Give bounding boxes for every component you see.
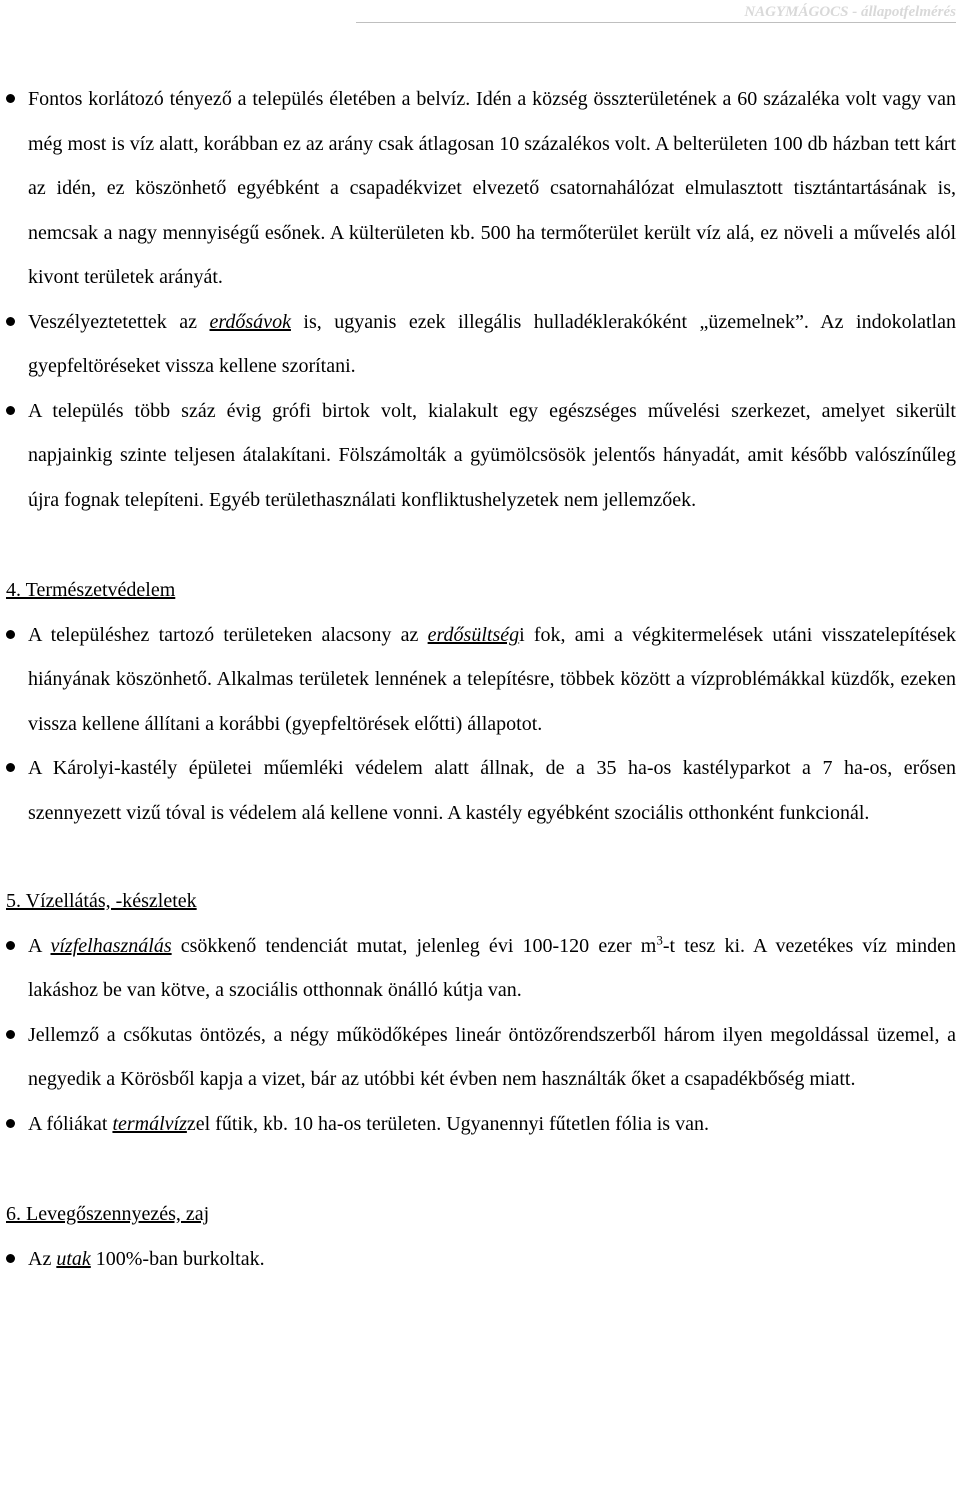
list-item xyxy=(0,1237,960,1282)
keyword: utak xyxy=(56,1247,91,1270)
paragraph-text: A település több száz évig grófi birtok volt, kialakult egy egészséges művelési szerkezet, amelyet sikerült napjainkig szinte teljesen átalakítani. Fölszámolták a gyümölcsösök jelentős hányadát, amit később valószínűleg újra fognak telepíteni. Egyéb területhasználati konfliktushelyzetek nem jellemzőek. xyxy=(28,399,956,511)
list-item xyxy=(0,746,960,835)
list-item xyxy=(0,77,960,300)
paragraph-text: is, ugyanis ezek illegális hulladéklerakóként „üzemelnek”. Az indokolatlan gyepfeltöréseket vissza kellene szorítani. xyxy=(28,310,956,377)
paragraph-text: A fóliákat xyxy=(28,1112,113,1135)
document-body xyxy=(0,77,960,1281)
section-heading: 6. Levegőszennyezés, zaj xyxy=(6,1203,210,1225)
bullet-icon xyxy=(6,317,15,326)
list-item xyxy=(0,924,960,1013)
list-item xyxy=(0,1013,960,1102)
keyword: erdősávok xyxy=(209,310,291,333)
bullet-icon xyxy=(6,941,15,950)
section-heading: 5. Vízellátás, -készletek xyxy=(6,890,197,912)
paragraph-text: A Károlyi-kastély épületei műemléki védelem alatt állnak, de a 35 ha-os kastélyparkot a 7 ha-os, erősen szennyezett vizű tóval is védelem alá kellene vonni. A kastély egyébként szociális otthonként funkcionál. xyxy=(28,757,956,824)
section-heading: 4. Természetvédelem xyxy=(6,579,176,601)
paragraph-text: i fok, ami a végkitermelések utáni visszatelepítések hiányának köszönhető. Alkalmas területek lennének a telepítésre, többek között a vízproblémákkal küzdők, ezeken vissza kellene állítani a korábbi (gyepfeltörések előtti) állapotot. xyxy=(28,623,956,735)
paragraph-text: csökkenő tendenciát mutat, jelenleg évi 100-120 ezer m xyxy=(171,934,657,957)
paragraph-text: 100%-ban burkoltak. xyxy=(90,1247,265,1270)
bullet-icon xyxy=(6,94,15,103)
list-item xyxy=(0,389,960,523)
list-item xyxy=(0,1102,960,1147)
bullet-icon xyxy=(6,406,15,415)
paragraph-text: A xyxy=(28,934,51,957)
intro-list xyxy=(0,77,960,522)
superscript: 3 xyxy=(656,931,663,947)
bullet-icon xyxy=(6,1254,15,1263)
list-item xyxy=(0,613,960,747)
section4-list xyxy=(0,613,960,836)
paragraph-text: Az xyxy=(28,1247,57,1270)
paragraph-text: A településhez tartozó területeken alacsony az xyxy=(28,623,428,646)
bullet-icon xyxy=(6,1119,15,1128)
paragraph-text: Veszélyeztetettek az xyxy=(28,310,210,333)
bullet-icon xyxy=(6,630,15,639)
list-item xyxy=(0,300,960,389)
section5-list xyxy=(0,924,960,1147)
page-header: NAGYMÁGOCS - állapotfelmérés xyxy=(356,4,956,23)
bullet-icon xyxy=(6,1030,15,1039)
paragraph-text: Fontos korlátozó tényező a település életében a belvíz. Idén a község összterületének a 60 százaléka volt vagy van még most is víz alatt, korábban ez az arány csak átlagosan 10 százalékos volt. A belterületen 100 db házban tett kárt az idén, ez köszönhető egyébként a csapadékvizet elvezető csatornahálózat elmulasztott tisztántartásának is, nemcsak a nagy mennyiségű esőnek. A külterületen kb. 500 ha termőterület került víz alá, ez növeli a művelés alól kivont területek arányát. xyxy=(28,88,956,288)
paragraph-text: Jellemző a csőkutas öntözés, a négy működőképes lineár öntözőrendszerből három ilyen megoldással üzemel, a negyedik a Körösből kapja a vizet, bár az utóbbi két évben nem használták őket a csapadékbőség miatt. xyxy=(28,1023,956,1090)
section6-list xyxy=(0,1237,960,1282)
bullet-icon xyxy=(6,763,15,772)
paragraph-text: zel fűtik, kb. 10 ha-os területen. Ugyanennyi fűtetlen fólia is van. xyxy=(186,1112,709,1135)
paragraph-text: -t tesz ki. A vezetékes víz minden lakáshoz be van kötve, a szociális otthonnak önálló kútja van. xyxy=(28,934,956,1001)
keyword: termálvíz xyxy=(112,1112,187,1135)
keyword: erdősültség xyxy=(427,623,520,646)
keyword: vízfelhasználás xyxy=(50,934,172,957)
